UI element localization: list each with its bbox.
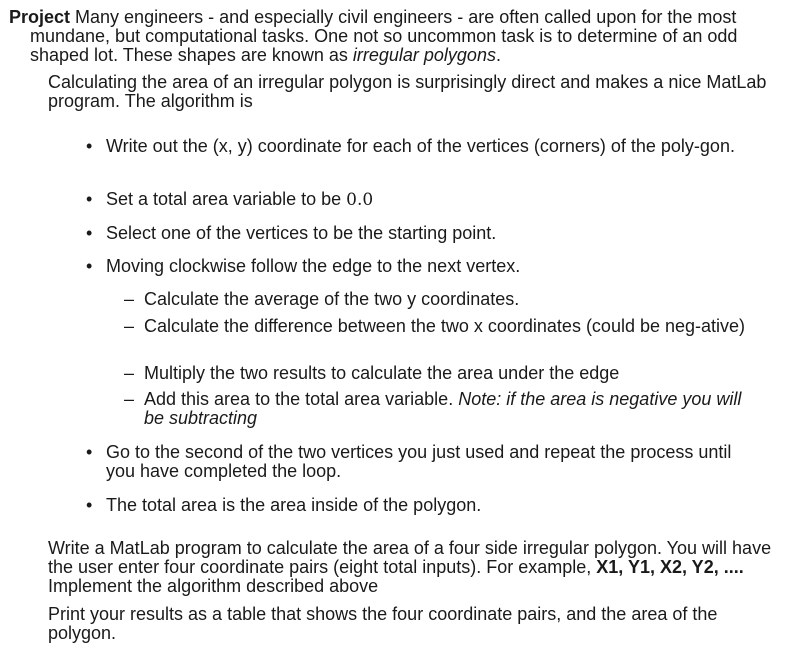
list-item-text: The total area is the area inside of the polygon.: [106, 495, 482, 515]
intro-paragraph: [9, 8, 779, 65]
sub-list-item: [124, 389, 759, 428]
dash-icon: –: [124, 316, 135, 336]
bullet-icon: •: [86, 189, 93, 209]
bullet-icon: •: [86, 495, 93, 515]
bullet-icon: •: [86, 442, 93, 462]
intro-text: Many engineers - and especially civil engineers - are often called upon for the most mundane, but computational tasks. One not so uncommon task is to determine of an odd shaped lot. These shapes are known as: [30, 7, 738, 65]
list-item-text: Write out the (x, y) coordinate for each of the vertices (corners) of the poly-gon.: [106, 136, 735, 156]
intro-text-end: .: [495, 45, 501, 65]
task-text: Write a MatLab program to calculate the area of a four side irregular polygon. You will have the user enter four coordinate pairs (eight total inputs). For example,: [48, 538, 772, 577]
list-item: [86, 256, 756, 276]
sub-list-item-text: Add this area to the total area variable.: [144, 389, 459, 409]
algorithm-intro-paragraph: Calculating the area of an irregular polygon is surprisingly direct and makes a nice MatLab program. The algorithm is: [48, 72, 767, 111]
list-item: [86, 495, 756, 515]
list-item-text: Go to the second of the two vertices you just used and repeat the process until you have completed the loop.: [106, 442, 732, 481]
sub-list-item: [124, 289, 759, 309]
project-label: Project: [9, 7, 71, 27]
sub-list-item-text: Calculate the difference between the two x coordinates (could be neg-ative): [144, 316, 746, 336]
list-item: [86, 442, 756, 481]
list-item: [86, 136, 756, 156]
sub-list-item-text: Multiply the two results to calculate the area under the edge: [144, 363, 620, 383]
sub-list-item-text: Calculate the average of the two y coordinates.: [144, 289, 520, 309]
sub-list-item: [124, 316, 759, 336]
output-paragraph: Print your results as a table that shows the four coordinate pairs, and the area of the polygon.: [48, 604, 718, 643]
list-item-text: Set a total area variable to be: [106, 189, 347, 209]
bullet-icon: •: [86, 136, 93, 156]
sub-list-item: [124, 363, 759, 383]
intro-italic-term: irregular polygons: [352, 45, 496, 65]
dash-icon: –: [124, 289, 135, 309]
task-paragraph: [48, 539, 778, 596]
task-text-end: Implement the algorithm described above: [48, 576, 379, 596]
bullet-icon: •: [86, 256, 93, 276]
dash-icon: –: [124, 389, 135, 409]
list-item-text: Moving clockwise follow the edge to the next vertex.: [106, 256, 521, 276]
note-text: Note: if the area is negative you will be subtracting: [144, 389, 742, 428]
list-item-text: Select one of the vertices to be the starting point.: [106, 223, 497, 243]
dash-icon: –: [124, 363, 135, 383]
list-item: [86, 223, 756, 243]
input-example: X1, Y1, X2, Y2, ....: [596, 557, 744, 577]
bullet-icon: •: [86, 223, 93, 243]
list-item: [86, 189, 756, 210]
initial-value: 0.0: [346, 190, 374, 210]
